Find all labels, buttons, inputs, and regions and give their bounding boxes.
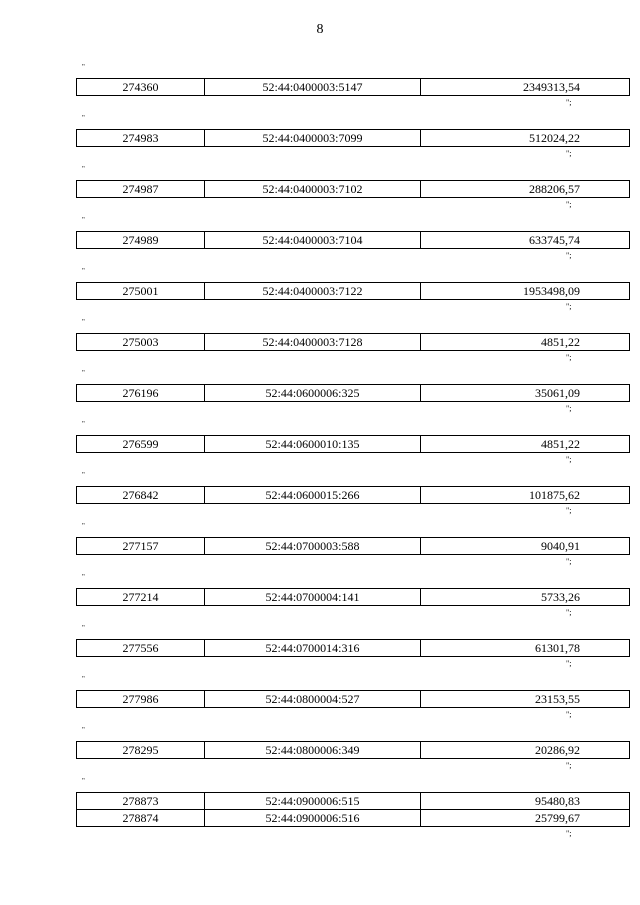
amount-cell: 2349313,54 (421, 79, 630, 96)
registry-number-cell: 275001 (77, 283, 205, 300)
registry-number-cell: 277157 (77, 538, 205, 555)
table-row (77, 691, 630, 708)
opening-quote: " (82, 420, 85, 428)
entry-table (76, 792, 630, 827)
opening-quote: " (82, 522, 85, 530)
cadastral-number-cell: 52:44:0700014:316 (205, 640, 421, 657)
closing-quote: "; (566, 404, 572, 413)
closing-quote: "; (566, 302, 572, 311)
table-row (77, 487, 630, 504)
closing-quote: "; (566, 98, 572, 107)
amount-cell: 25799,67 (421, 810, 630, 827)
table-row (77, 640, 630, 657)
closing-quote: "; (566, 251, 572, 260)
registry-number-cell: 277214 (77, 589, 205, 606)
cadastral-number-cell: 52:44:0400003:7122 (205, 283, 421, 300)
registry-number-cell: 278873 (77, 793, 205, 810)
amount-cell: 5733,26 (421, 589, 630, 606)
amount-cell: 4851,22 (421, 436, 630, 453)
closing-quote: "; (566, 761, 572, 770)
entry-table (76, 78, 630, 96)
registry-number-cell: 278874 (77, 810, 205, 827)
entry-table (76, 486, 630, 504)
opening-quote: " (82, 624, 85, 632)
table-row (77, 742, 630, 759)
registry-number-cell: 277986 (77, 691, 205, 708)
entry-table (76, 129, 630, 147)
amount-cell: 1953498,09 (421, 283, 630, 300)
entry-table (76, 384, 630, 402)
registry-number-cell: 277556 (77, 640, 205, 657)
cadastral-number-cell: 52:44:0600010:135 (205, 436, 421, 453)
cadastral-number-cell: 52:44:0700004:141 (205, 589, 421, 606)
opening-quote: " (82, 369, 85, 377)
opening-quote: " (82, 165, 85, 173)
amount-cell: 20286,92 (421, 742, 630, 759)
registry-number-cell: 274987 (77, 181, 205, 198)
amount-cell: 95480,83 (421, 793, 630, 810)
cadastral-number-cell: 52:44:0400003:7102 (205, 181, 421, 198)
table-row (77, 79, 630, 96)
closing-quote: "; (566, 557, 572, 566)
cadastral-number-cell: 52:44:0900006:515 (205, 793, 421, 810)
entry-table (76, 588, 630, 606)
registry-number-cell: 278295 (77, 742, 205, 759)
cadastral-number-cell: 52:44:0800006:349 (205, 742, 421, 759)
registry-number-cell: 275003 (77, 334, 205, 351)
cadastral-number-cell: 52:44:0800004:527 (205, 691, 421, 708)
registry-number-cell: 276599 (77, 436, 205, 453)
cadastral-number-cell: 52:44:0700003:588 (205, 538, 421, 555)
closing-quote: "; (566, 200, 572, 209)
table-row (77, 283, 630, 300)
cadastral-number-cell: 52:44:0400003:5147 (205, 79, 421, 96)
table-row (77, 538, 630, 555)
cadastral-number-cell: 52:44:0900006:516 (205, 810, 421, 827)
table-row (77, 334, 630, 351)
entry-table (76, 741, 630, 759)
amount-cell: 35061,09 (421, 385, 630, 402)
cadastral-number-cell: 52:44:0400003:7104 (205, 232, 421, 249)
registry-number-cell: 276196 (77, 385, 205, 402)
opening-quote: " (82, 675, 85, 683)
cadastral-number-cell: 52:44:0400003:7099 (205, 130, 421, 147)
amount-cell: 512024,22 (421, 130, 630, 147)
entry-table (76, 690, 630, 708)
closing-quote: "; (566, 710, 572, 719)
closing-quote: "; (566, 353, 572, 362)
entry-table (76, 282, 630, 300)
registry-number-cell: 274989 (77, 232, 205, 249)
opening-quote: " (82, 216, 85, 224)
closing-quote: "; (566, 829, 572, 838)
page-number: 8 (316, 22, 324, 37)
registry-number-cell: 274360 (77, 79, 205, 96)
table-row (77, 436, 630, 453)
entry-table (76, 639, 630, 657)
closing-quote: "; (566, 659, 572, 668)
opening-quote: " (82, 318, 85, 326)
closing-quote: "; (566, 506, 572, 515)
table-row (77, 793, 630, 810)
table-row (77, 130, 630, 147)
amount-cell: 101875,62 (421, 487, 630, 504)
opening-quote: " (82, 573, 85, 581)
amount-cell: 288206,57 (421, 181, 630, 198)
entry-table (76, 537, 630, 555)
opening-quote: " (82, 63, 85, 71)
cadastral-number-cell: 52:44:0600006:325 (205, 385, 421, 402)
table-row (77, 589, 630, 606)
opening-quote: " (82, 471, 85, 479)
opening-quote: " (82, 114, 85, 122)
closing-quote: "; (566, 149, 572, 158)
table-row (77, 232, 630, 249)
opening-quote: " (82, 267, 85, 275)
amount-cell: 9040,91 (421, 538, 630, 555)
table-row (77, 810, 630, 827)
closing-quote: "; (566, 608, 572, 617)
table-row (77, 385, 630, 402)
opening-quote: " (82, 726, 85, 734)
amount-cell: 633745,74 (421, 232, 630, 249)
amount-cell: 4851,22 (421, 334, 630, 351)
entry-table (76, 435, 630, 453)
amount-cell: 61301,78 (421, 640, 630, 657)
opening-quote: " (82, 777, 85, 785)
closing-quote: "; (566, 455, 572, 464)
registry-number-cell: 276842 (77, 487, 205, 504)
amount-cell: 23153,55 (421, 691, 630, 708)
entry-table (76, 180, 630, 198)
registry-number-cell: 274983 (77, 130, 205, 147)
table-row (77, 181, 630, 198)
cadastral-number-cell: 52:44:0400003:7128 (205, 334, 421, 351)
entry-table (76, 231, 630, 249)
entry-table (76, 333, 630, 351)
cadastral-number-cell: 52:44:0600015:266 (205, 487, 421, 504)
